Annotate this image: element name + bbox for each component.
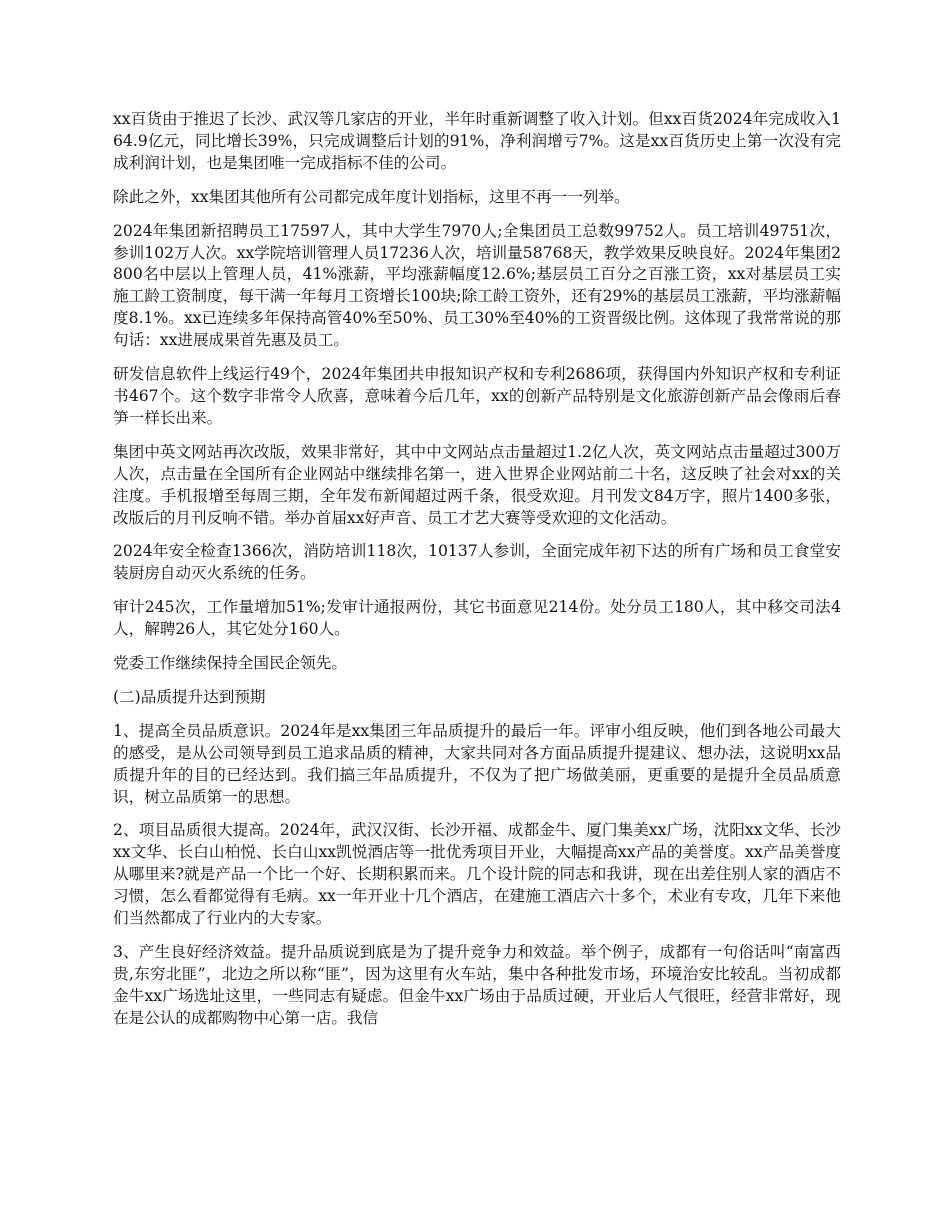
paragraph-website-and-media: 集团中英文网站再次改版，效果非常好，其中中文网站点击量超过1.2亿人次，英文网站点击量超过300万人次，点击量在全国所有企业网站中继续排名第一，进入世界企业网站前二十名，这反映了社会对xx的关注度。手机报增至每周三期，全年发布新闻超过两千条，很受欢迎。月刊发文84万字，照片1400多张，改版后的月刊反响不错。举办首届xx好声音、员工才艺大赛等受欢迎的文化活动。 xyxy=(113,442,841,527)
paragraph-staff-and-salary: 2024年集团新招聘员工17597人，其中大学生7970人;全集团员工总数99752人。员工培训49751次，参训102万人次。xx学院培训管理人员17236人次，培训量58768天，教学效果反映良好。2024年集团2800名中层以上管理人员，41%涨薪，平均涨薪幅度12.6%;基层员工百分之百涨工资，xx对基层员工实施工龄工资制度，每干满一年每月工资增长100块;除工龄工资外，还有29%的基层员工涨薪，平均涨薪幅度8.1%。xx已连续多年保持高管40%至50%、员工30%至40%的工资晋级比例。这体现了我常常说的那句话：xx进展成果首先惠及员工。 xyxy=(113,221,841,350)
paragraph-project-quality: 2、项目品质很大提高。2024年，武汉汉街、长沙开福、成都金牛、厦门集美xx广场，沈阳xx文华、长沙xx文华、长白山柏悦、长白山xx凯悦酒店等一批优秀项目开业，大幅提高xx产品的美誉度。xx产品美誉度从哪里来?就是产品一个比一个好、长期积累而来。几个设计院的同志和我讲，现在出差住别人家的酒店不习惯，怎么看都觉得有毛病。xx一年开业十几个酒店，在建施工酒店六十多个，术业有专攻，几年下来他们当然都成了行业内的大专家。 xyxy=(113,821,841,928)
paragraph-rnd-and-patents: 研发信息软件上线运行49个，2024年集团共申报知识产权和专利2686项，获得国内外知识产权和专利证书467个。这个数字非常令人欣喜，意味着今后几年，xx的创新产品特别是文化旅游创新产品会像雨后春笋一样长出来。 xyxy=(113,365,841,427)
document-body xyxy=(113,109,841,1042)
section-heading-quality: (二)品质提升达到预期 xyxy=(113,687,266,706)
paragraph-department-store-results: xx百货由于推迟了长沙、武汉等几家店的开业，半年时重新调整了收入计划。但xx百货2024年完成收入164.9亿元，同比增长39%，只完成调整后计划的91%，净利润增亏7%。这是xx百货历史上第一次没有完成利润计划，也是集团唯一完成指标不佳的公司。 xyxy=(113,110,841,172)
paragraph-other-companies: 除此之外，xx集团其他所有公司都完成年度计划指标，这里不再一一列举。 xyxy=(113,187,630,206)
paragraph-economic-benefit: 3、产生良好经济效益。提升品质说到底是为了提升竞争力和效益。举个例子，成都有一句俗话叫“南富西贵,东穷北匪”，北边之所以称“匪”，因为这里有火车站，集中各种批发市场，环境治安比较乱。当初成都金牛xx广场选址这里，一些同志有疑虑。但金牛xx广场由于品质过硬，开业后人气很旺，经营非常好，现在是公认的成都购物中心第一店。我信 xyxy=(113,943,841,1027)
paragraph-party-work: 党委工作继续保持全国民企领先。 xyxy=(113,654,347,673)
paragraph-quality-awareness: 1、提高全员品质意识。2024年是xx集团三年品质提升的最后一年。评审小组反映，他们到各地公司最大的感受，是从公司领导到员工追求品质的精神，大家共同对各方面品质提升提建议、想办法，这说明xx品质提升年的目的已经达到。我们搞三年品质提升，不仅为了把广场做美丽，更重要的是提升全员品质意识，树立品质第一的思想。 xyxy=(113,721,841,806)
paragraph-safety-inspection: 2024年安全检查1366次，消防培训118次，10137人参训，全面完成年初下达的所有广场和员工食堂安装厨房自动灭火系统的任务。 xyxy=(113,542,841,583)
paragraph-audit: 审计245次，工作量增加51%;发审计通报两份，其它书面意见214份。处分员工180人，其中移交司法4人，解聘26人，其它处分160人。 xyxy=(113,598,841,639)
